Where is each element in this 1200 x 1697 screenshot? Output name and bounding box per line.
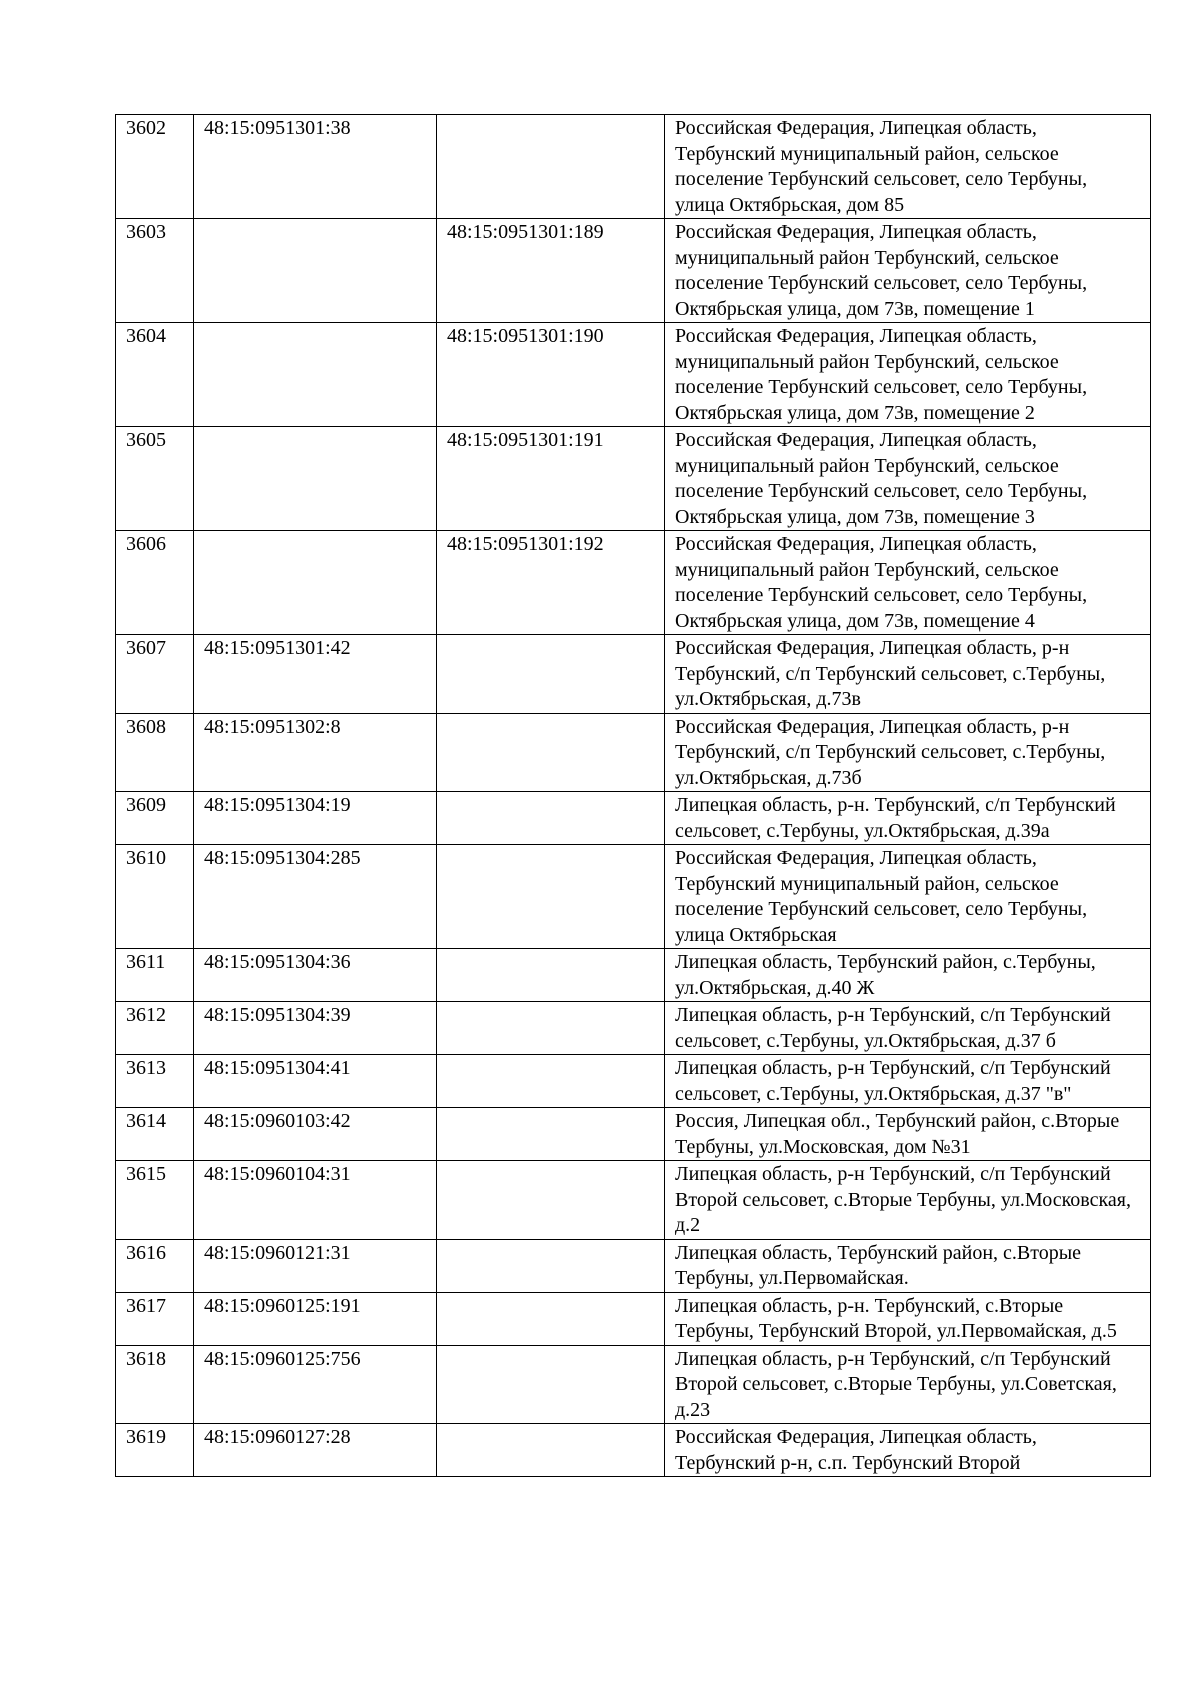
row-number-cell: 3607	[116, 635, 194, 714]
address-cell: Липецкая область, Тербунский район, с.Тербуны, ул.Октябрьская, д.40 Ж	[665, 949, 1151, 1002]
row-number-cell: 3619	[116, 1424, 194, 1477]
cadastral-number-cell: 48:15:0951304:39	[194, 1002, 437, 1055]
row-number-cell: 3602	[116, 115, 194, 219]
table-row	[116, 1002, 1151, 1055]
object-cadastral-number-cell	[437, 1292, 665, 1345]
row-number-cell: 3612	[116, 1002, 194, 1055]
address-cell: Россия, Липецкая обл., Тербунский район, с.Вторые Тербуны, ул.Московская, дом №31	[665, 1108, 1151, 1161]
cadastral-number-cell: 48:15:0951304:19	[194, 792, 437, 845]
row-number-cell: 3611	[116, 949, 194, 1002]
cadastral-number-cell: 48:15:0951304:41	[194, 1055, 437, 1108]
row-number-cell: 3606	[116, 531, 194, 635]
row-number-cell: 3616	[116, 1239, 194, 1292]
row-number-cell: 3617	[116, 1292, 194, 1345]
object-cadastral-number-cell	[437, 1345, 665, 1424]
table-row	[116, 845, 1151, 949]
table-row	[116, 949, 1151, 1002]
cadastral-number-cell	[194, 427, 437, 531]
row-number-cell: 3614	[116, 1108, 194, 1161]
cadastral-number-cell: 48:15:0960104:31	[194, 1161, 437, 1240]
object-cadastral-number-cell	[437, 1161, 665, 1240]
row-number-cell: 3604	[116, 323, 194, 427]
cadastral-number-cell	[194, 219, 437, 323]
object-cadastral-number-cell	[437, 1055, 665, 1108]
address-cell: Липецкая область, р-н. Тербунский, с/п Тербунский сельсовет, с.Тербуны, ул.Октябрьская, д.39а	[665, 792, 1151, 845]
address-cell: Российская Федерация, Липецкая область, муниципальный район Тербунский, сельское поселение Тербунский сельсовет, село Тербуны, Октябрьская улица, дом 73в, помещение 3	[665, 427, 1151, 531]
object-cadastral-number-cell	[437, 713, 665, 792]
object-cadastral-number-cell	[437, 792, 665, 845]
row-number-cell: 3608	[116, 713, 194, 792]
table-row	[116, 1345, 1151, 1424]
cadastral-number-cell: 48:15:0960127:28	[194, 1424, 437, 1477]
object-cadastral-number-cell: 48:15:0951301:191	[437, 427, 665, 531]
address-cell: Липецкая область, р-н Тербунский, с/п Тербунский Второй сельсовет, с.Вторые Тербуны, ул.Советская, д.23	[665, 1345, 1151, 1424]
cadastral-number-cell: 48:15:0960125:191	[194, 1292, 437, 1345]
table-row	[116, 531, 1151, 635]
address-cell: Российская Федерация, Липецкая область, р-н Тербунский, с/п Тербунский сельсовет, с.Тербуны, ул.Октябрьская, д.73в	[665, 635, 1151, 714]
address-cell: Липецкая область, Тербунский район, с.Вторые Тербуны, ул.Первомайская.	[665, 1239, 1151, 1292]
cadastral-number-cell: 48:15:0960103:42	[194, 1108, 437, 1161]
object-cadastral-number-cell: 48:15:0951301:189	[437, 219, 665, 323]
object-cadastral-number-cell	[437, 635, 665, 714]
address-cell: Российская Федерация, Липецкая область, Тербунский р-н, с.п. Тербунский Второй	[665, 1424, 1151, 1477]
object-cadastral-number-cell	[437, 1424, 665, 1477]
table-row	[116, 1161, 1151, 1240]
table-row	[116, 115, 1151, 219]
address-cell: Липецкая область, р-н Тербунский, с/п Тербунский сельсовет, с.Тербуны, ул.Октябрьская, д.37 "в"	[665, 1055, 1151, 1108]
cadastral-number-cell: 48:15:0951301:42	[194, 635, 437, 714]
cadastral-number-cell: 48:15:0951301:38	[194, 115, 437, 219]
cadastral-number-cell: 48:15:0951304:285	[194, 845, 437, 949]
object-cadastral-number-cell	[437, 1002, 665, 1055]
address-cell: Российская Федерация, Липецкая область, р-н Тербунский, с/п Тербунский сельсовет, с.Тербуны, ул.Октябрьская, д.73б	[665, 713, 1151, 792]
table-row	[116, 635, 1151, 714]
table-row	[116, 1055, 1151, 1108]
cadastral-number-cell: 48:15:0951302:8	[194, 713, 437, 792]
object-cadastral-number-cell	[437, 949, 665, 1002]
object-cadastral-number-cell	[437, 1239, 665, 1292]
registry-table	[115, 114, 1151, 1477]
table-row	[116, 792, 1151, 845]
table-row	[116, 219, 1151, 323]
row-number-cell: 3609	[116, 792, 194, 845]
row-number-cell: 3615	[116, 1161, 194, 1240]
table-row	[116, 323, 1151, 427]
address-cell: Российская Федерация, Липецкая область, Тербунский муниципальный район, сельское поселение Тербунский сельсовет, село Тербуны, улица Октябрьская	[665, 845, 1151, 949]
table-row	[116, 1292, 1151, 1345]
registry-table-body	[116, 115, 1151, 1477]
row-number-cell: 3610	[116, 845, 194, 949]
object-cadastral-number-cell	[437, 845, 665, 949]
address-cell: Российская Федерация, Липецкая область, муниципальный район Тербунский, сельское поселение Тербунский сельсовет, село Тербуны, Октябрьская улица, дом 73в, помещение 2	[665, 323, 1151, 427]
address-cell: Липецкая область, р-н Тербунский, с/п Тербунский Второй сельсовет, с.Вторые Тербуны, ул.Московская, д.2	[665, 1161, 1151, 1240]
address-cell: Российская Федерация, Липецкая область, Тербунский муниципальный район, сельское поселение Тербунский сельсовет, село Тербуны, улица Октябрьская, дом 85	[665, 115, 1151, 219]
row-number-cell: 3613	[116, 1055, 194, 1108]
row-number-cell: 3603	[116, 219, 194, 323]
cadastral-number-cell: 48:15:0960125:756	[194, 1345, 437, 1424]
address-cell: Липецкая область, р-н Тербунский, с/п Тербунский сельсовет, с.Тербуны, ул.Октябрьская, д.37 б	[665, 1002, 1151, 1055]
row-number-cell: 3605	[116, 427, 194, 531]
cadastral-number-cell: 48:15:0951304:36	[194, 949, 437, 1002]
table-row	[116, 427, 1151, 531]
row-number-cell: 3618	[116, 1345, 194, 1424]
table-row	[116, 1424, 1151, 1477]
cadastral-number-cell	[194, 531, 437, 635]
cadastral-number-cell: 48:15:0960121:31	[194, 1239, 437, 1292]
address-cell: Российская Федерация, Липецкая область, муниципальный район Тербунский, сельское поселение Тербунский сельсовет, село Тербуны, Октябрьская улица, дом 73в, помещение 4	[665, 531, 1151, 635]
object-cadastral-number-cell	[437, 115, 665, 219]
object-cadastral-number-cell: 48:15:0951301:190	[437, 323, 665, 427]
object-cadastral-number-cell: 48:15:0951301:192	[437, 531, 665, 635]
table-row	[116, 1239, 1151, 1292]
object-cadastral-number-cell	[437, 1108, 665, 1161]
cadastral-number-cell	[194, 323, 437, 427]
address-cell: Российская Федерация, Липецкая область, муниципальный район Тербунский, сельское поселение Тербунский сельсовет, село Тербуны, Октябрьская улица, дом 73в, помещение 1	[665, 219, 1151, 323]
table-row	[116, 1108, 1151, 1161]
address-cell: Липецкая область, р-н. Тербунский, с.Вторые Тербуны, Тербунский Второй, ул.Первомайская, д.5	[665, 1292, 1151, 1345]
table-row	[116, 713, 1151, 792]
